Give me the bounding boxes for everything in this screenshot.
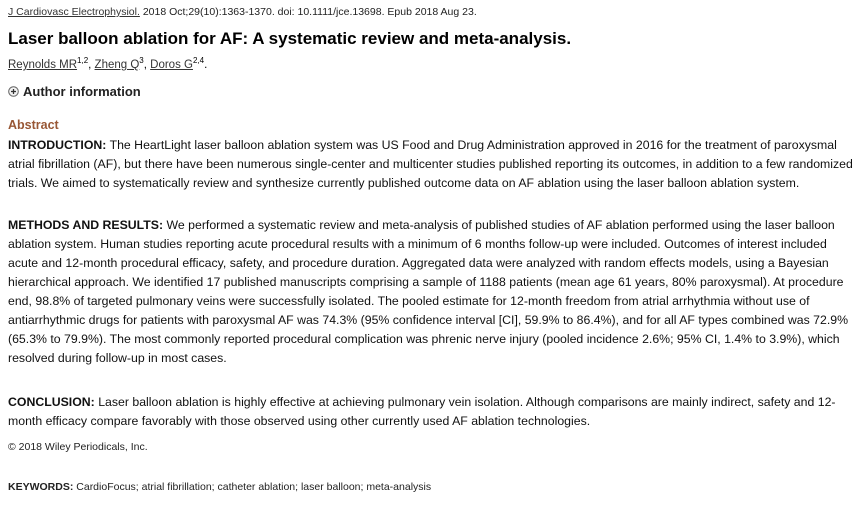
author-link[interactable]: Reynolds MR <box>8 59 78 71</box>
methods-results-text: We performed a systematic review and meta-analysis of published studies of AF ablation performed using the laser balloon ablation system. Human studies reporting acute procedural results with a minimum of 6 months follow-up were included. Outcomes of interest included acute and 12-month procedural efficacy, safety, and procedure duration. Aggregated data were analyzed with random effects models, using a Bayesian hierarchical approach. We identified 17 published manuscripts comprising a sample of 1188 patients (mean age 61 years, 80% paroxysmal). At procedure end, 98.8% of targeted pulmonary veins were successfully isolated. The pooled estimate for 12-month freedom from atrial arrhythmia without use of antiarrhythmic drugs for patients with paroxysmal AF was 74.3% (95% confidence interval [CI], 59.9% to 86.4%), and for all AF types combined was 72.9% (65.3% to 79.9%). The most commonly reported procedural complication was phrenic nerve injury (pooled incidence 2.6%; 95% CI, 1.4% to 3.9%), which resolved during follow-up in most cases. <box>8 218 849 365</box>
conclusion-text: Laser balloon ablation is highly effective at achieving pulmonary vein isolation. Although comparisons are mainly indirect, safety and 12-month efficacy compare favorably with those observed using other currently used AF ablation technologies. <box>8 395 836 428</box>
abstract-heading: Abstract <box>8 118 59 132</box>
author-information-label: Author information <box>23 84 141 99</box>
plus-circle-icon <box>8 86 19 97</box>
introduction-label: INTRODUCTION: <box>8 138 107 152</box>
citation-line <box>8 6 477 18</box>
methods-results-label: METHODS AND RESULTS: <box>8 218 164 232</box>
author-information-toggle[interactable] <box>8 84 141 99</box>
author-separator: , <box>88 59 95 71</box>
introduction-text: The HeartLight laser balloon ablation system was US Food and Drug Administration approved in 2016 for the treatment of paroxysmal atrial fibrillation (AF), but there have been numerous single-center and multicenter studies published reporting its outcomes, in addition to a few randomized trials. We aimed to systematically review and synthesize currently published outcome data on AF ablation using the laser balloon ablation system. <box>8 138 853 190</box>
abstract-conclusion <box>8 393 854 431</box>
article-title: Laser balloon ablation for AF: A systematic review and meta-analysis. <box>8 29 572 48</box>
keywords-label: KEYWORDS: <box>8 481 74 493</box>
author-separator: . <box>204 59 208 71</box>
copyright-notice: © 2018 Wiley Periodicals, Inc. <box>8 441 148 453</box>
keywords-line <box>8 481 431 493</box>
abstract-methods-results <box>8 216 854 368</box>
author-affiliation: 3 <box>139 56 144 66</box>
citation-details: 2018 Oct;29(10):1363-1370. doi: 10.1111/jce.13698. Epub 2018 Aug 23. <box>142 6 477 18</box>
keywords-text: CardioFocus; atrial fibrillation; catheter ablation; laser balloon; meta-analysis <box>76 481 432 493</box>
author-affiliation: 1,2 <box>77 56 89 66</box>
author-link[interactable]: Zheng Q <box>94 59 140 71</box>
author-separator: , <box>143 59 151 71</box>
author-affiliation: 2,4 <box>192 56 205 66</box>
abstract-introduction <box>8 136 854 193</box>
conclusion-label: CONCLUSION: <box>8 395 95 409</box>
author-link[interactable]: Doros G <box>150 59 193 71</box>
author-list <box>8 56 208 71</box>
journal-link[interactable]: J Cardiovasc Electrophysiol. <box>8 6 140 18</box>
